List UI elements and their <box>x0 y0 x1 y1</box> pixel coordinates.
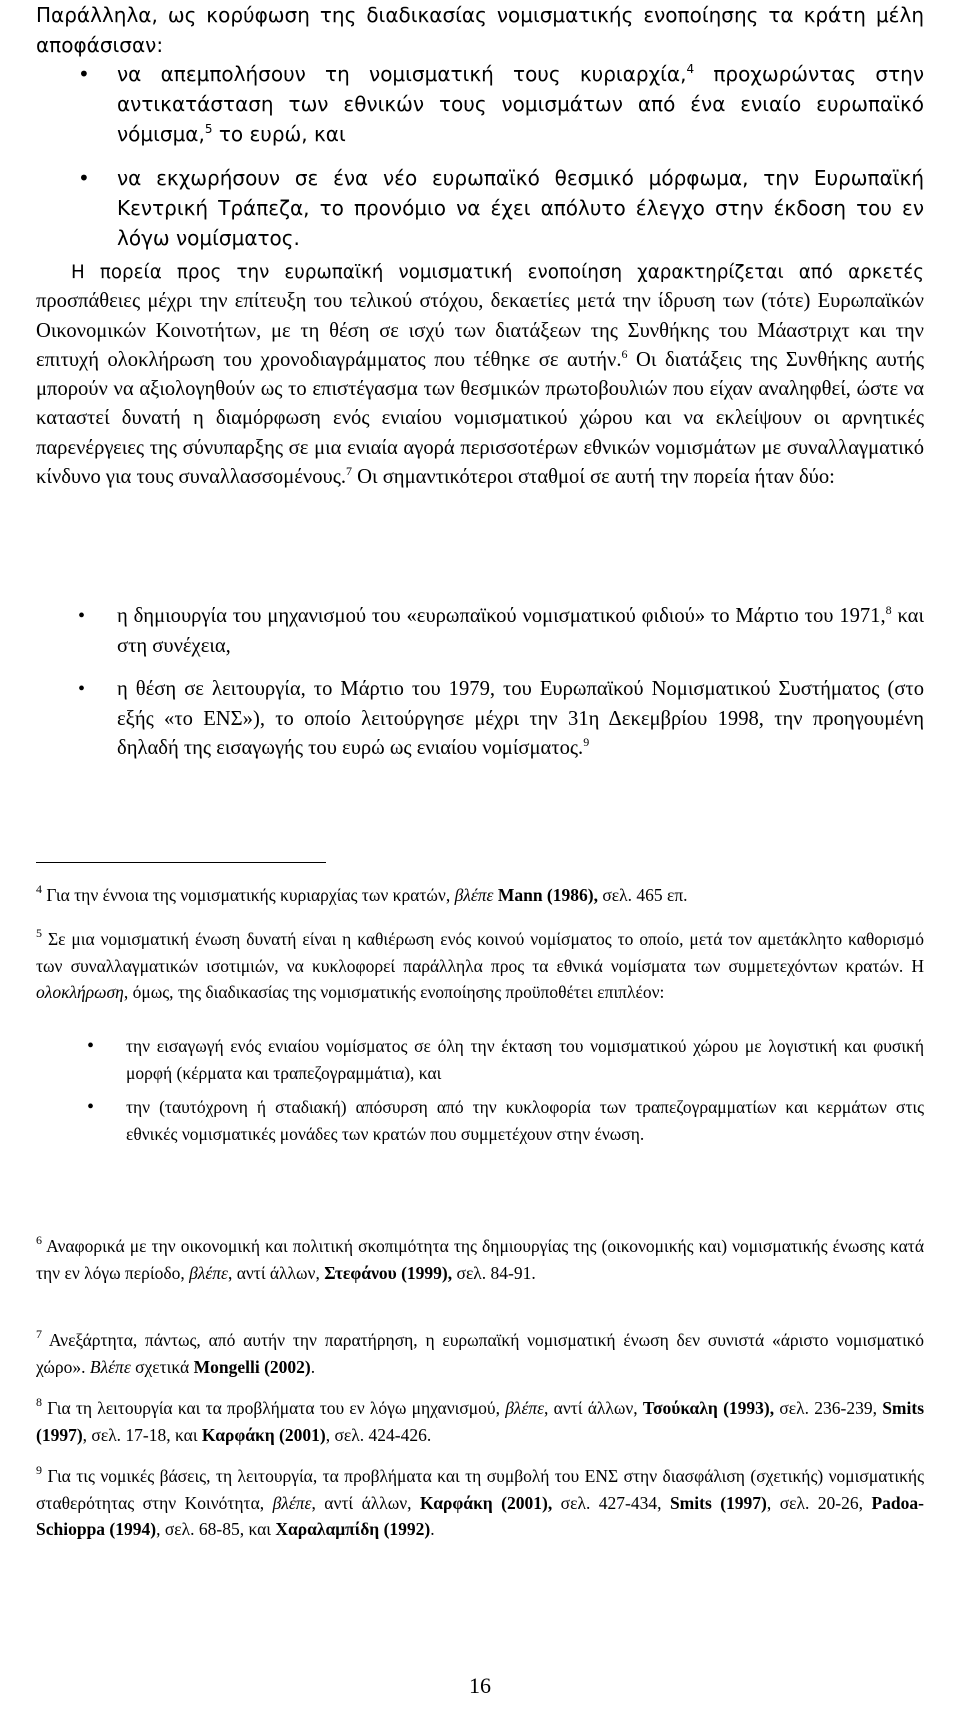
footnote-7: $^7$ Ανεξάρτητα, πάντως, από αυτήν την παρατήρηση, η ευρωπαϊκή νομισματική ένωση δεν συνιστά «άριστο νομισματικό χώρο». Βλέπε σχετικά Mongelli (2002). <box>36 1327 924 1377</box>
bullet-list-1 <box>67 59 924 267</box>
list-item: • να εκχωρήσουν σε ένα νέο ευρωπαϊκό θεσμικό μόρφωμα, την Ευρωπαϊκή Κεντρική Τράπεζα, το προνόμιο να έχει απόλυτο έλεγχο στην έκδοση του εν λόγω νομίσματος. <box>67 163 924 253</box>
main-paragraph: Η πορεία προς την ευρωπαϊκή νομισματική ενοποίηση χαρακτηρίζεται από αρκετές προσπάθειες μέχρι την επίτευξη του τελικού στόχου, δεκαετίες μετά την ίδρυση των (τότε) Ευρωπαϊκών Οικονομικών Κοινοτήτων, με τη θέση σε ισχύ των διατάξεων της Συνθήκης του Μάαστριχτ και την επιτυχή ολοκλήρωση του χρονοδιαγράμματος που τέθηκε σε αυτήν.$^6$ Οι διατάξεις της Συνθήκης αυτής μπορούν να αξιολογηθούν ως το επιστέγασμα των θεσμικών πρωτοβουλιών που είχαν αναληφθεί, ώστε να καταστεί δυνατή η διαμόρφωση ενός ενιαίου νομισματικού χώρου και να εκλείψουν οι αρνητικές παρενέργειες της σύνυπαρξης σε μια ενιαία αγορά περισσοτέρων εθνικών νομισμάτων με συναλλαγματικό κίνδυνο για τους συναλλασσομένους.$^7$ Οι σημαντικότεροι σταθμοί σε αυτή την πορεία ήταν δύο: <box>36 262 924 489</box>
list-item: • να απεμπολήσουν τη νομισματική τους κυριαρχία,$^4$ προχωρώντας στην αντικατάσταση των εθνικών τους νομισμάτων από ένα ενιαίο ευρωπαϊκό νόμισμα,$^5$ το ευρώ, και <box>67 59 924 149</box>
list-item: • η δημιουργία του μηχανισμού του «ευρωπαϊκού νομισματικού φιδιού» το Μάρτιο του 1971,$^8$ και στη συνέχεια, <box>67 602 924 661</box>
list-item: • την εισαγωγή ενός ενιαίου νομίσματος σε όλη την έκταση του νομισματικού χώρου με λογιστική και φυσική μορφή (κέρματα και τραπεζογραμμάτια), και <box>76 1033 924 1086</box>
intro-paragraph: Παράλληλα, ως κορύφωση της διαδικασίας νομισματικής ενοποίησης τα κράτη μέλη αποφάσισαν: <box>36 3 924 57</box>
footnote-ref-6: 6 <box>621 346 628 361</box>
footnote-ref-4: 4 <box>686 62 695 76</box>
footnote-9: $^9$ Για τις νομικές βάσεις, τη λειτουργία, τα προβλήματα και τη συμβολή του ΕΝΣ στην διασφάλιση (σχετικής) νομισματικής σταθερότητας στην Κοινότητα, βλέπε, αντί άλλων, Καρφάκη (2001), σελ. 427-434, Smits (1997), σελ. 20-26, Padoa-Schioppa (1994), σελ. 68-85, και Χαραλαμπίδη (1992). <box>36 1463 925 1539</box>
footnote-ref-7: 7 <box>346 464 352 479</box>
footnote-8: $^8$ Για τη λειτουργία και τα προβλήματα του εν λόγω μηχανισμού, βλέπε, αντί άλλων, Τσούκαλη (1993), σελ. 236-239, Smits (1997), σελ. 17-18, και Καρφάκη (2001), σελ. 424-426. <box>36 1395 924 1445</box>
footnote-4: $^4$ Για την έννοια της νομισματικής κυριαρχίας των κρατών, βλέπε Mann (1986), σελ. 465 επ. <box>36 882 688 905</box>
footnote-separator <box>36 862 326 863</box>
footnote-ref-9: 9 <box>583 735 590 749</box>
footnote-ref-8: 8 <box>885 603 892 617</box>
list-item: • την (ταυτόχρονη ή σταδιακή) απόσυρση από την κυκλοφορία των τραπεζογραμματίων και κερμάτων στις εθνικές νομισματικές μονάδες των κρατών που συμμετέχουν στην ένωση. <box>76 1094 924 1147</box>
footnote-6: $^6$ Αναφορικά με την οικονομική και πολιτική σκοπιμότητα της δημιουργίας της (οικονομικής και) νομισματικής ένωσης κατά την εν λόγω περίοδο, βλέπε, αντί άλλων, Στεφάνου (1999), σελ. 84-91. <box>36 1233 924 1283</box>
footnote-ref-5: 5 <box>204 122 213 136</box>
footnote-5-bullets <box>76 1033 924 1155</box>
footnote-5: $^5$ Σε μια νομισματική ένωση δυνατή είναι η καθιέρωση ενός κοινού νομίσματος το οποίο, μετά τον αμετάκλητο καθορισμό των συναλλαγματικών ισοτιμιών, να κυκλοφορεί παράλληλα προς τα εθνικά νομίσματα των συμμετεχόντων κρατών. Η ολοκλήρωση, όμως, της διαδικασίας της νομισματικής ενοποίησης προϋποθέτει επιπλέον: <box>36 926 924 1002</box>
list-item: • η θέση σε λειτουργία, το Μάρτιο του 1979, του Ευρωπαϊκού Νομισματικού Συστήματος (στο εξής «το ΕΝΣ»), το οποίο λειτούργησε μέχρι την 31η Δεκεμβρίου 1998, την προηγουμένη δηλαδή της εισαγωγής του ευρώ ως ενιαίου νομίσματος.$^9$ <box>67 675 924 764</box>
page-number: 16 <box>469 1673 491 1698</box>
bullet-list-2 <box>67 602 924 778</box>
